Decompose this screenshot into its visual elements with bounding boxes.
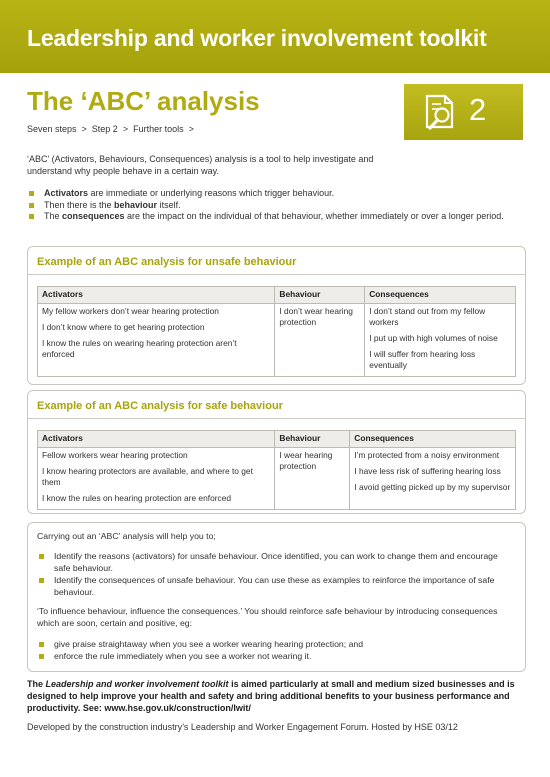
list-item: enforce the rule immediately when you see a worker not wearing it. xyxy=(37,651,515,663)
bullet-square-icon xyxy=(39,554,44,559)
behaviour-cell: I don’t wear hearing protection xyxy=(275,304,365,377)
page-header xyxy=(0,0,550,73)
bullet-square-icon xyxy=(29,203,34,208)
page-title: The ‘ABC’ analysis xyxy=(27,86,260,116)
bullet-square-icon xyxy=(29,191,34,196)
definitions-list xyxy=(27,188,527,223)
safe-abc-table xyxy=(37,430,516,510)
safe-example-title: Example of an ABC analysis for safe behaviour xyxy=(37,400,283,412)
table-row xyxy=(38,304,516,377)
definition-item: Then there is the behaviour itself. xyxy=(27,200,527,212)
breadcrumb-seven-steps[interactable]: Seven steps xyxy=(27,124,77,134)
step-number: 2 xyxy=(469,92,487,127)
table-header-row xyxy=(38,431,516,448)
table-row xyxy=(38,448,516,510)
benefits-lead: Carrying out an ‘ABC’ analysis will help you to; xyxy=(37,531,216,541)
benefits-list xyxy=(37,551,515,598)
activators-cell: Fellow workers wear hearing protection I know hearing protectors are available, and where to get them I know the rules on hearing protection are enforced xyxy=(38,448,275,510)
examples-list xyxy=(37,639,515,662)
toolkit-about: The Leadership and worker involvement toolkit is aimed particularly at small and medium sized businesses and is designed to help improve your health and safety and bring additional benefits to your business performance and productivity. See: www.hse.gov.uk/construction/lwit/ xyxy=(27,679,515,713)
breadcrumb-separator: > xyxy=(122,124,129,134)
list-item: give praise straightaway when you see a worker wearing hearing protection; and xyxy=(37,639,515,651)
bullet-square-icon xyxy=(29,214,34,219)
bullet-square-icon xyxy=(39,642,44,647)
toolkit-name: Leadership and worker involvement toolkit xyxy=(45,679,229,689)
column-header: Activators xyxy=(38,287,275,304)
activators-cell: My fellow workers don’t wear hearing protection I don’t know where to get hearing protection I know the rules on wearing hearing protection aren’t enforced xyxy=(38,304,275,377)
column-header: Behaviour xyxy=(275,431,350,448)
breadcrumb xyxy=(27,124,199,134)
divider xyxy=(28,274,525,275)
list-item: Identify the consequences of unsafe behaviour. You can use these as examples to reinforce the importance of safe behaviour. xyxy=(37,575,515,598)
unsafe-example-title: Example of an ABC analysis for unsafe behaviour xyxy=(37,256,297,268)
intro-paragraph: ‘ABC’ (Activators, Behaviours, Consequences) analysis is a tool to help investigate and understand why people behave in a certain way. xyxy=(27,154,374,176)
analysis-benefits-card xyxy=(27,522,526,672)
behaviour-cell: I wear hearing protection xyxy=(275,448,350,510)
step-badge xyxy=(404,84,523,140)
bullet-square-icon xyxy=(39,578,44,583)
bullet-square-icon xyxy=(39,654,44,659)
unsafe-abc-table xyxy=(37,286,516,377)
list-item: Identify the reasons (activators) for unsafe behaviour. Once identified, you can work to change them and encourage safe behaviour. xyxy=(37,551,515,574)
document-magnifier-icon xyxy=(421,93,461,133)
column-header: Consequences xyxy=(365,287,516,304)
breadcrumb-separator: > xyxy=(188,124,194,134)
table-header-row xyxy=(38,287,516,304)
consequences-cell: I’m protected from a noisy environment I have less risk of suffering hearing loss I avoid getting picked up by my supervisor xyxy=(350,448,516,510)
unsafe-example-box xyxy=(27,246,526,385)
column-header: Activators xyxy=(38,431,275,448)
influence-paragraph: ‘To influence behaviour, influence the consequences.’ You should reinforce safe behaviour by introducing consequences which are soon, certain and positive, eg: xyxy=(37,606,498,628)
column-header: Consequences xyxy=(350,431,516,448)
divider xyxy=(28,418,525,419)
breadcrumb-separator: > xyxy=(81,124,87,134)
breadcrumb-step-2[interactable]: Step 2 xyxy=(91,124,118,134)
definition-item: Activators are immediate or underlying reasons which trigger behaviour. xyxy=(27,188,527,200)
safe-example-box xyxy=(27,390,526,514)
column-header: Behaviour xyxy=(275,287,365,304)
breadcrumb-further-tools[interactable]: Further tools xyxy=(133,124,184,134)
definition-item: The consequences are the impact on the individual of that behaviour, whether immediately or over a longer period. xyxy=(27,211,527,223)
consequences-cell: I don’t stand out from my fellow workers I put up with high volumes of noise I will suffer from hearing loss eventually xyxy=(365,304,516,377)
page-footer: Developed by the construction industry’s Leadership and Worker Engagement Forum. Hosted by HSE 03/12 xyxy=(27,722,458,732)
toolkit-title: Leadership and worker involvement toolkit xyxy=(27,25,487,51)
